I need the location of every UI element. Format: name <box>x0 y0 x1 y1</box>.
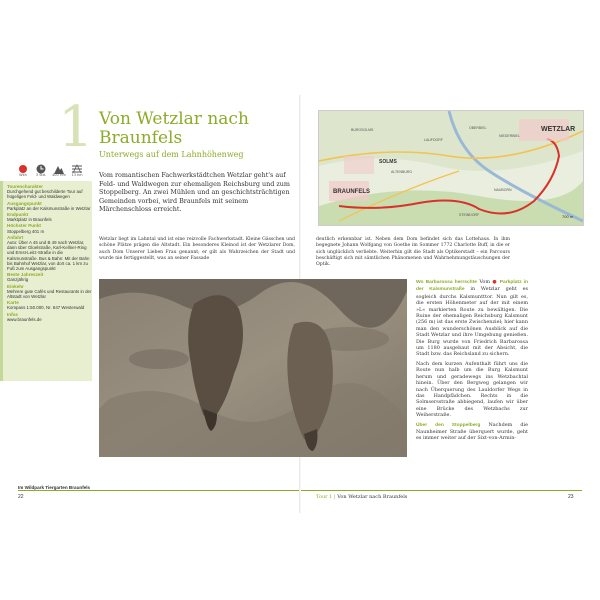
info-heading: Ausgangspunkt <box>7 200 42 206</box>
info-heading: Höchster Punkt <box>7 223 41 229</box>
icon-caption: 400 Hm <box>52 173 66 177</box>
info-text: www.braunfels.de <box>7 316 42 322</box>
chapter-title: Von Wetzlar nach Braunfels <box>99 109 249 148</box>
page-number-left: 22 <box>18 494 24 500</box>
info-heading: Anfahrt <box>7 234 24 240</box>
map-label: BURGSOLMS <box>351 128 374 132</box>
body-text: in Wetzlar geht es sogleich durchs Kalsmuntttor. Nun gilt es, die ersten Höhenmeter auf der mit einem »L« markierten Route zu bewältigen. Die Ruine der ehemaligen Reichsburg Kalsmunt (256 m) ist das erste Zwischenziel; hier kann man den wunderschönen Ausblick auf die Stadt Wetzlar und ihre Umgebung genießen. Die Burg wurde von Friedrich Barbarossa um 1180 ausgebaut mit der Absicht, die Stadt bzw. das Reichsland zu sichern. <box>416 286 528 358</box>
sidebar-accent <box>0 181 3 381</box>
info-text: Stoppelberg 401 m <box>7 228 45 234</box>
tour-title: Von Wetzlar nach Braunfels <box>337 494 408 500</box>
tour-number: Tour 1 <box>316 494 333 500</box>
info-text: Auto: Über A 45 und B 49 nach Wetzlar, dann über Gloelstraße, Karl-Kellner-Ring und Ernst-Leitz-Straße in die Kalsmunstraße. Bus & Bahn: Mit der Bahn bis Bahnhof Wetzlar, von dort ca. 1 km zu Fuß zum Ausgangspunkt <box>7 240 90 272</box>
body-text: Nach dem kurzen Aufenthalt führt uns die Route nun halb um die Burg Kalsmunt herum und geradewegs ins Wetzbachtal hinein. Über den Bergweg gelangen wir nach Überquerung des Lauldorfer Wegs in das Handpfädchen. Rechts in die Solmsersstraße abbiegend, laufen wir über eine Brücke des Wetzbachs zur Weiherstraße. <box>416 360 528 419</box>
info-heading: Endpunkt <box>7 212 29 218</box>
body-text: Nachdem die Naunheimer Straße überquert wurde, geht es immer weiter auf der Sixt-von-Armin- <box>416 421 528 442</box>
info-sidebar <box>0 181 92 381</box>
route-map <box>318 110 584 226</box>
icon-caption: 3 Std. <box>35 173 47 177</box>
info-heading: Beste Jahreszeit <box>7 272 44 278</box>
icon-caption: 13 km <box>71 173 83 177</box>
map-label: LAUFDORF <box>424 138 443 142</box>
info-heading: Einkehr <box>7 283 24 289</box>
map-label: WETZLAR <box>541 126 576 133</box>
info-text: Parkplatz an der Kalsmunstraße in Wetzlar <box>7 205 91 211</box>
descent-icon <box>71 160 83 172</box>
info-heading: Infos <box>7 311 18 317</box>
info-heading: Tourencharakter <box>7 184 43 189</box>
section-keyword: Wo Barbarossa herrschte <box>416 280 477 285</box>
map-label: STEINDORF <box>459 213 480 217</box>
clock-icon <box>35 160 47 172</box>
chapter-number: 1 <box>58 95 94 160</box>
body-text-col3 <box>416 279 528 442</box>
map-scale: 700 m <box>562 214 574 219</box>
start-marker-icon: ● <box>492 279 498 285</box>
icon-caption: Wkh <box>19 173 27 177</box>
info-text: Kompass 1:50.000, Nr. 847 Westerwald <box>7 305 85 311</box>
photo-caption: Im Wildpark Tiergarten Braunfels <box>18 485 91 490</box>
info-text: Mehrere gute Cafés und Restaurants in der Altstadt von Wetzlar <box>7 288 92 300</box>
running-head: Tour 1 | Von Wetzlar nach Braunfels <box>316 494 408 500</box>
body-text-col2: deutlich erkennbar ist. Neben dem Dom befindet sich das Lottehaus. In ihm begegnete Johann Wolfgang von Goethe im Sommer 1772 Charlotte Buff, in die er sich unglücklich verliebte. Weiterhin gilt die Stadt als Optikerstadt – ein Parcours beschäftigt sich mit sämtlichen Phänomenen und Wahrnehmungstäuschungen der Optik. <box>316 237 510 268</box>
lead-paragraph: Vom romantischen Fachwerkstädtchen Wetzlar geht's auf Feld- und Waldwegen zur ehemaligen Reichsburg und zum Stoppelberg. An zwei Mühlen und an geschichtsträchtigen Gemeinden vorbei, wird Braunfels mit seinem Märchenschloss erreicht. <box>99 171 290 214</box>
body-text-col1: Wetzlar liegt im Lahntal und ist eine reizvolle Fachwerkstadt. Kleine Gässchen und schöne Plätze prägen die Altstadt. Ein besonderes Kleinod ist der Wetzlarer Dom, auch Dom Unserer Lieben Frau genannt; er gilt als Wahrzeichen der Stadt und wurde nie fertiggestellt, was an seiner Fassade <box>99 237 295 261</box>
tour-icons <box>14 160 90 180</box>
inline-text: Vom <box>479 279 491 285</box>
footer-rule-left <box>18 490 299 491</box>
chapter-subtitle: Unterwegs auf dem Lahnhöhenweg <box>99 150 244 159</box>
map-label: NIEDERBIEL <box>499 134 520 138</box>
info-text: Ganzjährig <box>7 277 29 283</box>
boar-photo <box>99 279 407 457</box>
map-label: ALTENBURG <box>391 170 413 174</box>
circle-icon <box>17 160 29 172</box>
page-number-right: 23 <box>568 494 574 500</box>
map-label: SOLMS <box>379 159 397 165</box>
map-label: BRAUNFELS <box>333 189 370 195</box>
map-label: OBERBIEL <box>469 126 487 130</box>
footer-rule-right <box>301 490 582 491</box>
info-text: Durchgehend gut beschilderte Tour auf hügeligen Feld- und Waldwegen <box>7 189 83 200</box>
section-keyword: Über den Stoppelberg <box>416 422 481 428</box>
info-heading: Karte <box>7 300 19 306</box>
map-label: NAUBORN <box>494 188 512 192</box>
ascent-icon <box>53 160 65 172</box>
inline-keyword: Parkplatz in der Kalsmunstraße <box>416 280 528 293</box>
info-text: Marktplatz in Braunfels <box>7 217 52 223</box>
